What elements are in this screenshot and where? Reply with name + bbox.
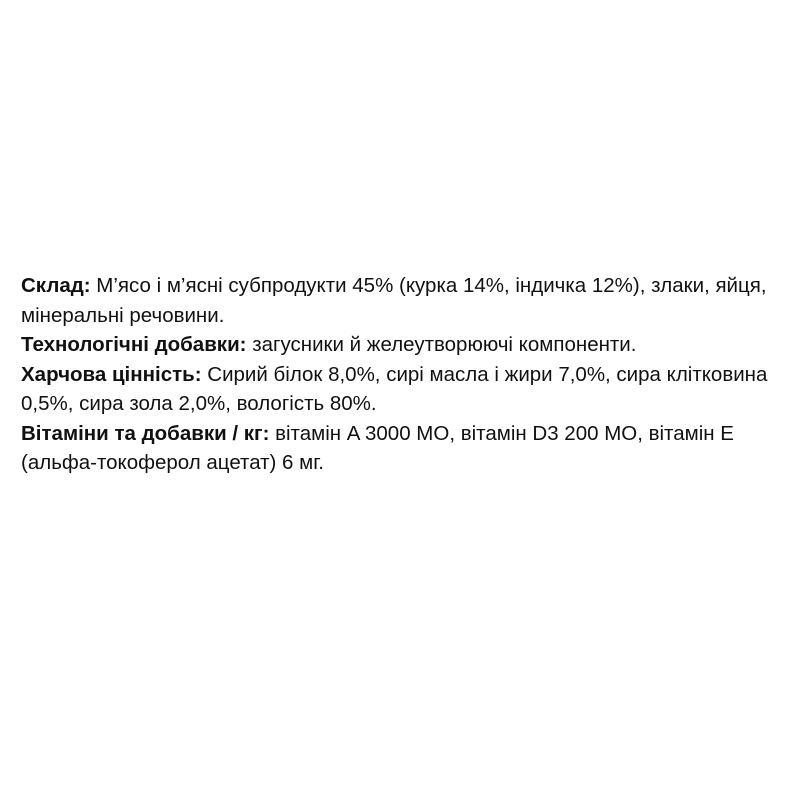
section-label: Вітаміни та добавки / кг:: [21, 421, 270, 445]
section-text: загусники й желеутворюючі компоненти.: [246, 333, 637, 356]
section-nutritional-value: [21, 360, 786, 419]
section-vitamins-additives: [21, 419, 786, 478]
section-composition: [21, 271, 786, 330]
section-label: Харчова цінність:: [21, 362, 202, 386]
section-text: М’ясо і м’ясні субпродукти 45% (курка 14%, індичка 12%), злаки, яйця, мінеральні речовини.: [21, 274, 767, 327]
section-text: Сирий білок 8,0%, сирі масла і жири 7,0%, сира клітковина 0,5%, сира зола 2,0%, вологість 80%.: [21, 362, 768, 415]
section-label: Склад:: [21, 274, 91, 297]
section-text: вітамін A 3000 МО, вітамін D3 200 МО, вітамін E (альфа-токоферол ацетат) 6 мг.: [21, 421, 734, 474]
section-label: Технологічні добавки:: [21, 333, 247, 356]
composition-text-block: [21, 271, 786, 478]
section-technological-additives: [21, 330, 786, 360]
